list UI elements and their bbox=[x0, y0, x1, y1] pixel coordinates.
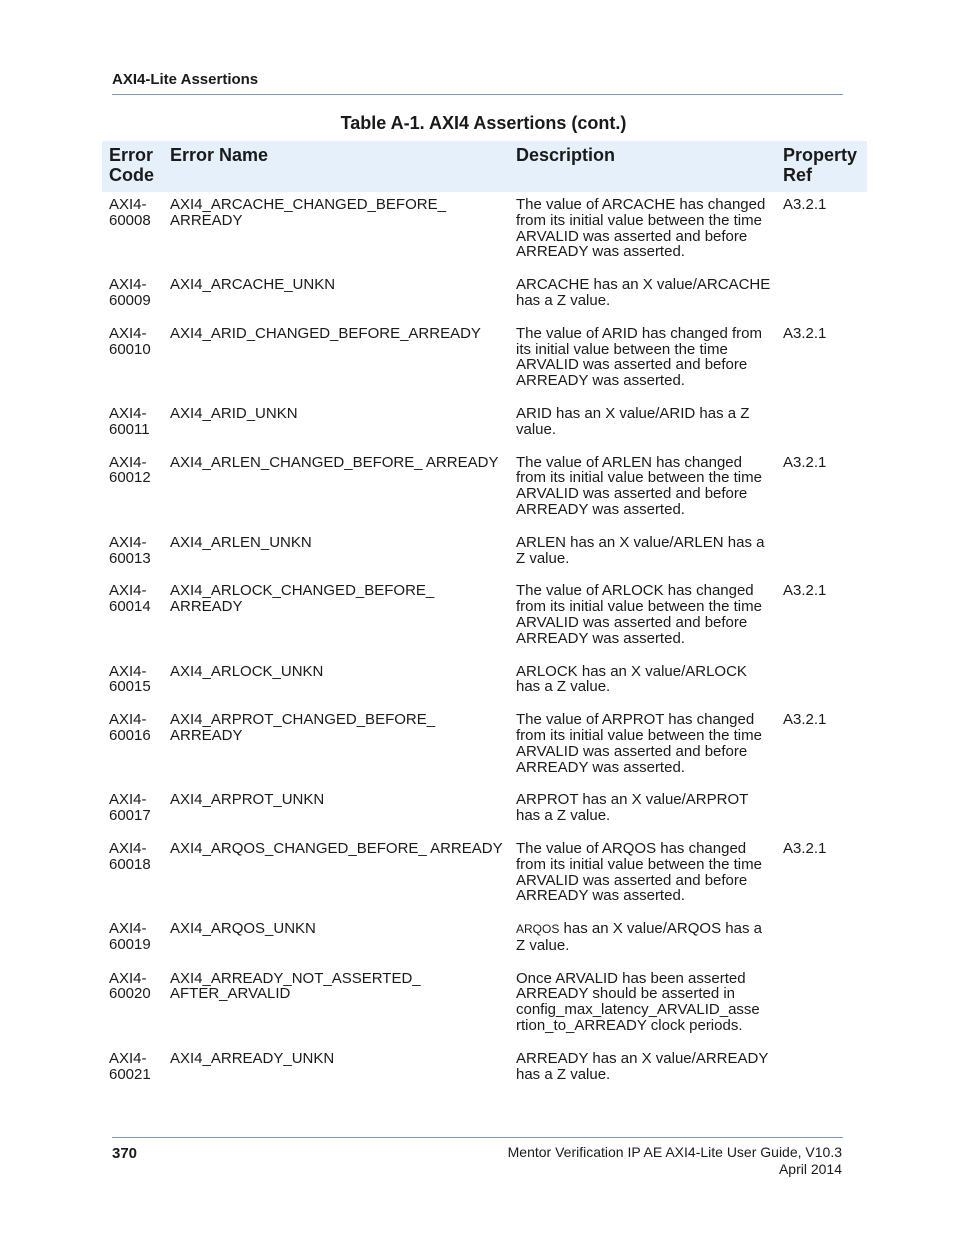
error-code-cell: AXI4-60008 bbox=[109, 196, 151, 229]
table-row bbox=[102, 836, 867, 916]
error-name-cell: AXI4_ARID_UNKN bbox=[170, 404, 298, 422]
header-rule bbox=[112, 94, 843, 95]
description-cell: ARLEN has an X value/ARLEN has a Z value. bbox=[516, 533, 765, 567]
header-row bbox=[102, 141, 867, 192]
error-name-cell: AXI4_ARPROT_UNKN bbox=[170, 791, 325, 809]
footer-date: April 2014 bbox=[778, 1161, 842, 1177]
error-name-cell: AXI4_ARID_CHANGED_BEFORE_ARREADY bbox=[170, 324, 481, 342]
property-ref-cell bbox=[776, 401, 867, 450]
table-row bbox=[102, 916, 867, 966]
property-ref-cell bbox=[776, 916, 867, 966]
error-code-cell: AXI4-60013 bbox=[109, 533, 151, 567]
table-row bbox=[102, 530, 867, 579]
error-code-cell: AXI4-60017 bbox=[109, 791, 151, 825]
table-row bbox=[102, 707, 867, 787]
property-ref-cell bbox=[776, 272, 867, 321]
description-cell: The value of ARQOS has changed from its initial value between the time ARVALID was asserted and before ARREADY was asserted. bbox=[516, 839, 762, 905]
property-ref-cell bbox=[776, 530, 867, 579]
property-ref-cell bbox=[776, 966, 867, 1046]
property-ref-cell: A3.2.1 bbox=[783, 582, 827, 600]
description-cell: The value of ARPROT has changed from its initial value between the time ARVALID was asserted and before ARREADY was asserted. bbox=[516, 711, 762, 776]
description-signal-name: ARQOS bbox=[516, 922, 560, 937]
error-code-cell: AXI4-60009 bbox=[109, 276, 151, 309]
error-name-cell: AXI4_ARREADY_NOT_ASSERTED_ AFTER_ARVALID bbox=[170, 969, 421, 1003]
property-ref-cell bbox=[776, 787, 867, 836]
table-caption: Table A-1. AXI4 Assertions (cont.) bbox=[340, 113, 627, 133]
error-name-cell: AXI4_ARQOS_CHANGED_BEFORE_ ARREADY bbox=[170, 839, 503, 857]
description-cell: The value of ARCACHE has changed from its initial value between the time ARVALID was asserted and before ARREADY was asserted. bbox=[516, 196, 766, 261]
error-name-cell: AXI4_ARLEN_UNKN bbox=[170, 533, 312, 551]
column-header-error-code: Error Code bbox=[102, 141, 163, 192]
error-code-cell: AXI4-60011 bbox=[109, 404, 150, 438]
error-code-cell: AXI4-60016 bbox=[109, 711, 151, 744]
table-header bbox=[102, 141, 867, 192]
property-ref-cell: A3.2.1 bbox=[783, 453, 827, 471]
error-code-cell: AXI4-60019 bbox=[109, 920, 151, 953]
footer-doc-info bbox=[508, 1144, 842, 1178]
error-name-cell: AXI4_ARLOCK_UNKN bbox=[170, 662, 324, 680]
table-row bbox=[102, 966, 867, 1046]
error-code-cell: AXI4-60010 bbox=[109, 324, 151, 358]
error-name-cell: AXI4_ARCACHE_UNKN bbox=[170, 276, 336, 294]
table-row bbox=[102, 578, 867, 658]
description-cell: ARPROT has an X value/ARPROT has a Z value. bbox=[516, 791, 749, 825]
column-header-error-name: Error Name bbox=[163, 141, 509, 192]
property-ref-cell: A3.2.1 bbox=[783, 324, 827, 342]
error-code-cell: AXI4-60018 bbox=[109, 839, 151, 873]
property-ref-cell bbox=[776, 659, 867, 708]
table-row bbox=[102, 659, 867, 708]
table-body bbox=[102, 192, 867, 1094]
error-name-cell: AXI4_ARREADY_UNKN bbox=[170, 1049, 335, 1067]
description-cell: ARCACHE has an X value/ARCACHE has a Z value. bbox=[516, 276, 771, 309]
description-cell bbox=[509, 916, 776, 966]
property-ref-cell: A3.2.1 bbox=[783, 711, 827, 729]
error-code-cell: AXI4-60014 bbox=[109, 582, 151, 616]
property-ref-cell: A3.2.1 bbox=[783, 196, 827, 213]
description-text: has an X value/ARQOS has a Z value. bbox=[516, 920, 762, 954]
running-header: AXI4-Lite Assertions bbox=[112, 71, 259, 88]
table-row bbox=[102, 192, 867, 272]
error-code-cell: AXI4-60021 bbox=[109, 1049, 151, 1083]
table-row bbox=[102, 401, 867, 450]
column-header-property-ref: Property Ref bbox=[776, 141, 867, 192]
description-cell: ARREADY has an X value/ARREADY has a Z value. bbox=[516, 1049, 769, 1083]
column-header-description: Description bbox=[509, 141, 776, 192]
footer-rule bbox=[112, 1137, 843, 1138]
error-code-cell: AXI4-60012 bbox=[109, 453, 151, 487]
error-name-cell: AXI4_ARQOS_UNKN bbox=[170, 920, 316, 938]
description-cell: The value of ARLOCK has changed from its initial value between the time ARVALID was asserted and before ARREADY was asserted. bbox=[516, 582, 762, 647]
footer-doc-title: Mentor Verification IP AE AXI4-Lite User Guide, V10.3 bbox=[507, 1144, 842, 1160]
error-name-cell: AXI4_ARCACHE_CHANGED_BEFORE_ ARREADY bbox=[170, 196, 446, 229]
page-number: 370 bbox=[112, 1145, 138, 1162]
table-row bbox=[102, 787, 867, 836]
assertions-table bbox=[102, 141, 867, 1094]
description-cell: Once ARVALID has been asserted ARREADY should be asserted in config_max_latency_ARVALID_asse rtion_to_ARREADY clock periods. bbox=[516, 969, 760, 1035]
property-ref-cell: A3.2.1 bbox=[783, 839, 827, 857]
error-code-cell: AXI4-60020 bbox=[109, 969, 151, 1003]
table-row bbox=[102, 1046, 867, 1095]
description-cell: The value of ARLEN has changed from its initial value between the time ARVALID was asserted and before ARREADY was asserted. bbox=[516, 453, 762, 518]
table-row bbox=[102, 272, 867, 321]
error-code-cell: AXI4-60015 bbox=[109, 662, 151, 696]
description-cell: ARID has an X value/ARID has a Z value. bbox=[516, 404, 750, 438]
error-name-cell: AXI4_ARLOCK_CHANGED_BEFORE_ ARREADY bbox=[170, 582, 435, 616]
error-name-cell: AXI4_ARLEN_CHANGED_BEFORE_ ARREADY bbox=[170, 453, 499, 471]
property-ref-cell bbox=[776, 1046, 867, 1095]
description-cell: ARLOCK has an X value/ARLOCK has a Z value. bbox=[516, 662, 747, 696]
table-row bbox=[102, 321, 867, 401]
error-name-cell: AXI4_ARPROT_CHANGED_BEFORE_ ARREADY bbox=[170, 711, 436, 744]
description-cell: The value of ARID has changed from its initial value between the time ARVALID was asserted and before ARREADY was asserted. bbox=[516, 324, 762, 390]
table-row bbox=[102, 450, 867, 530]
